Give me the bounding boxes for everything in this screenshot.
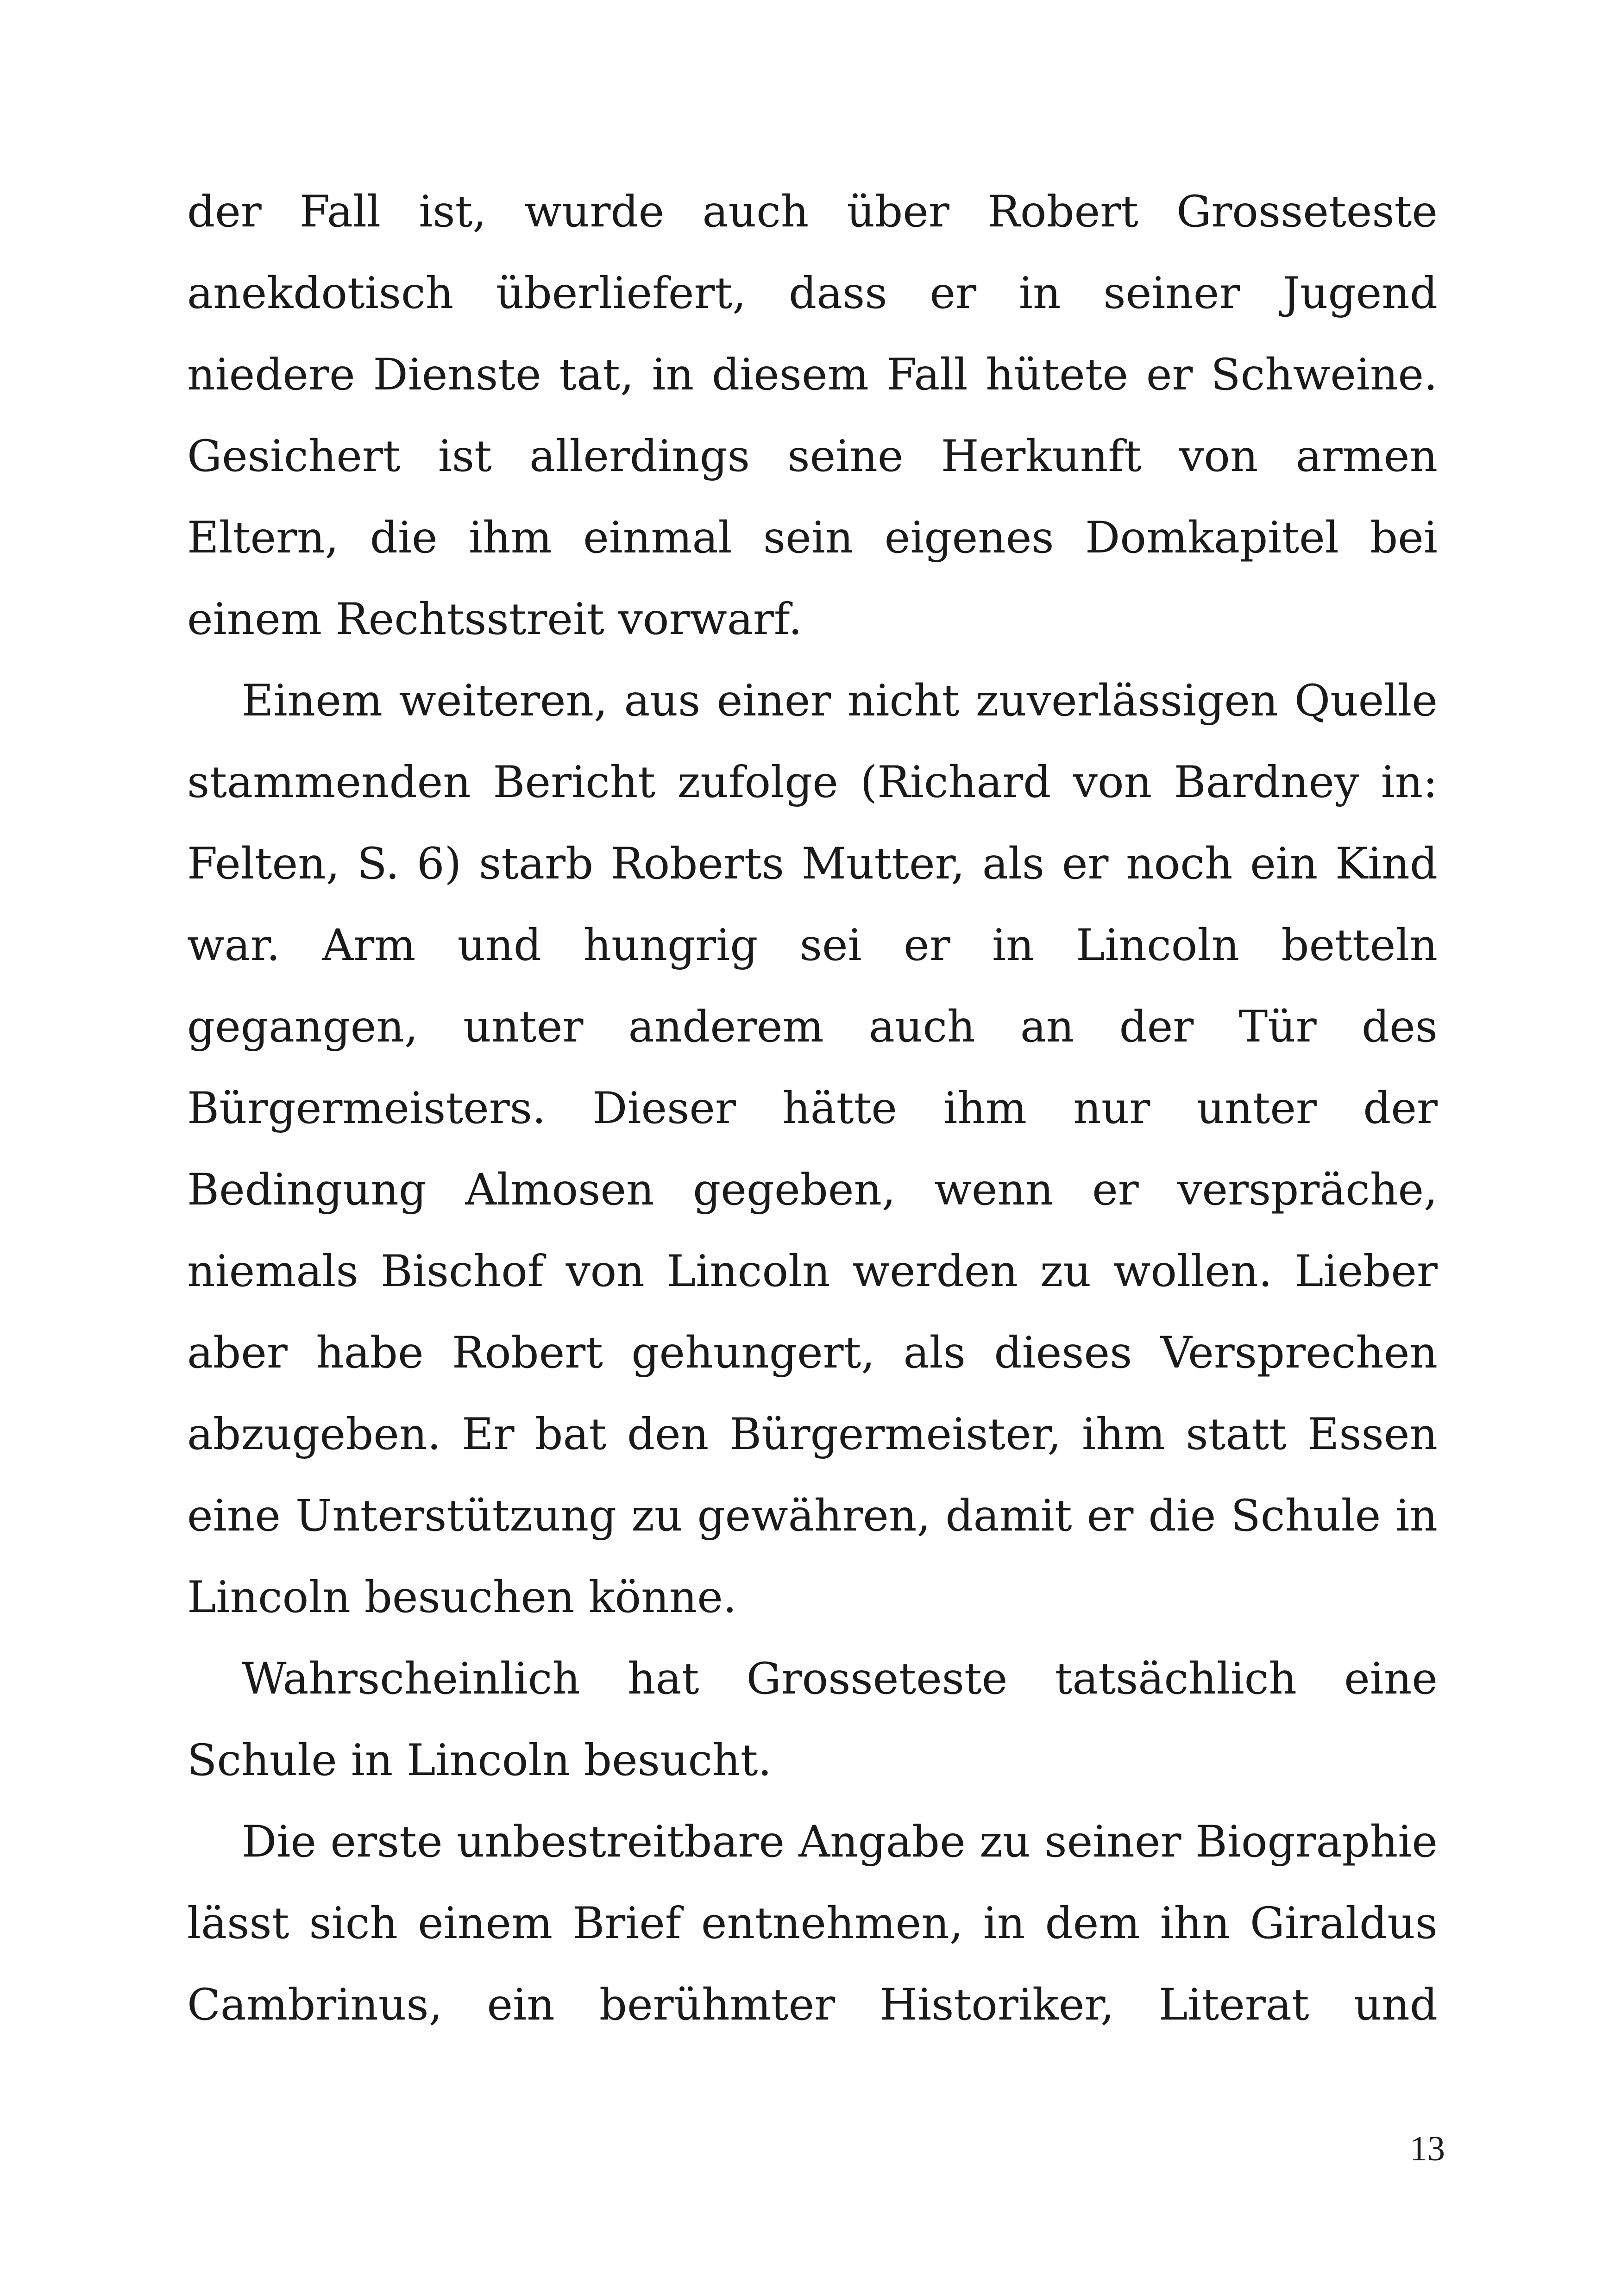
text-line: eine Unterstützung zu gewähren, damit er die Schule in — [187, 1491, 1438, 1541]
text-line: einem Rechtsstreit vorwarf. — [187, 594, 803, 645]
text-line: niemals Bischof von Lincoln werden zu wollen. Lieber — [187, 1246, 1438, 1297]
paragraph — [187, 1638, 1438, 1801]
text-line: lässt sich einem Brief entnehmen, in dem ihn Giraldus — [187, 1898, 1438, 1949]
text-line: niedere Dienste tat, in diesem Fall hütete er Schweine. — [187, 350, 1438, 400]
text-line: Einem weiteren, aus einer nicht zuverlässigen Quelle — [242, 676, 1438, 726]
text-line: Bürgermeisters. Dieser hätte ihm nur unter der — [187, 1083, 1438, 1134]
paragraph — [187, 660, 1438, 1638]
paragraph — [187, 171, 1438, 660]
text-line: Die erste unbestreitbare Angabe zu seiner Biographie — [242, 1817, 1438, 1867]
text-line: Felten, S. 6) starb Roberts Mutter, als er noch ein Kind — [187, 839, 1438, 889]
text-line: Cambrinus, ein berühmter Historiker, Literat und — [187, 1980, 1438, 2030]
text-line: Gesichert ist allerdings seine Herkunft von armen — [187, 431, 1438, 482]
text-line: stammenden Bericht zufolge (Richard von Bardney in: — [187, 757, 1438, 808]
page-number: 13 — [1410, 2129, 1445, 2168]
text-line: Schule in Lincoln besucht. — [187, 1735, 772, 1786]
body-text — [187, 171, 1438, 2046]
text-line: aber habe Robert gehungert, als dieses Versprechen — [187, 1328, 1438, 1378]
text-line: gegangen, unter anderem auch an der Tür des — [187, 1002, 1438, 1052]
text-line: Bedingung Almosen gegeben, wenn er verspräche, — [187, 1165, 1438, 1215]
text-line: Lincoln besuchen könne. — [187, 1572, 737, 1623]
text-line: abzugeben. Er bat den Bürgermeister, ihm statt Essen — [187, 1409, 1438, 1460]
text-line: der Fall ist, wurde auch über Robert Grosseteste — [187, 187, 1438, 237]
text-line: Wahrscheinlich hat Grosseteste tatsächlich eine — [242, 1654, 1438, 1704]
text-line: Eltern, die ihm einmal sein eigenes Domkapitel bei — [187, 513, 1438, 563]
text-line: war. Arm und hungrig sei er in Lincoln betteln — [187, 920, 1438, 971]
paragraph — [187, 1801, 1438, 2046]
text-line: anekdotisch überliefert, dass er in seiner Jugend — [187, 268, 1438, 319]
